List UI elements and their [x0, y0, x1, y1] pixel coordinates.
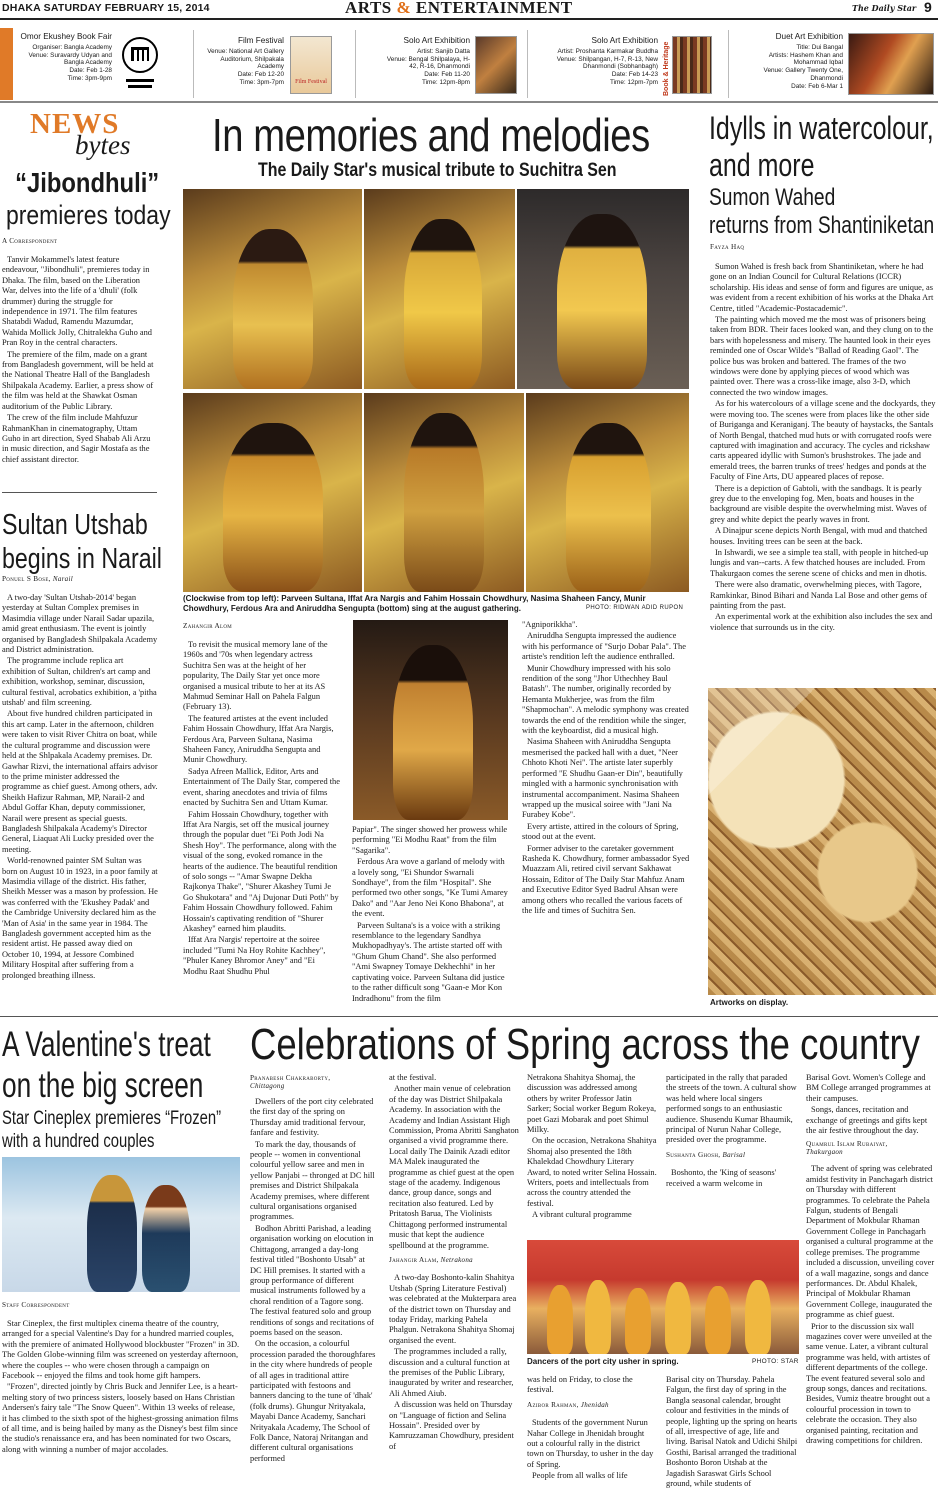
section-title-arts: ARTS [345, 0, 392, 17]
whats-on-line: Date: Feb 12-20 [237, 71, 284, 79]
film-festival-poster-text: Film Festival [295, 79, 327, 85]
sultan-title-line: Sultan Utshab [2, 509, 148, 541]
paragraph: Aniruddha Sengupta impressed the audience with his performance of "Surjo Dobar Pala". The artiste's rendition left the audience enthralled. [522, 631, 686, 662]
sultan-title [2, 508, 162, 576]
whats-on-line: Venue: Shilpangan, H-7, R-13, New [556, 55, 658, 63]
paragraph: In Ishwardi, we see a simple tea stall, with people in hitched-up lungis and van--carts. A few thatched houses are included. From Thakurgaon comes the serene scene of chicks and men in dhotis. [710, 547, 929, 578]
whats-on-line: Time: 12pm-8pm [421, 78, 470, 86]
whats-on-divider [193, 30, 194, 98]
paragraph: was held on Friday, to close the festival. [527, 1375, 633, 1395]
spring-col-2 [389, 1073, 519, 1453]
idylls-subtitle [709, 184, 934, 240]
whats-on-line: Venue: Gallery Twenty One, [763, 67, 843, 75]
valentine-body [2, 1319, 240, 1456]
photo-ferdous-ara [526, 393, 689, 592]
whats-on-label-text: WHAT'S ON [11, 47, 21, 100]
spring-photo-caption: Dancers of the port city usher in spring. [527, 1357, 679, 1366]
whats-on-line: Academy [257, 63, 284, 71]
paragraph: The programmes included a rally, discussion and a cultural function at the premises of the Public Library, inaugurated by writer and researcher, Ali Ahmed Aiub. [389, 1347, 514, 1398]
paragraph: A two-day Boshonto-kalin Shahitya Utshab (Spring Literature Festival) was celebrated at the Mukterpara area of the district town on Thursday and today Friday, marking Pahela Phalgun. Netrakona Shahitya Shomaj organised the event. [389, 1273, 517, 1345]
paragraph: A Dinajpur scene depicts North Bengal, with mud and thatched houses. Inviting trees can be seen at the back. [710, 526, 928, 546]
byline-name: Quamrul Islam Rubaiyat, [806, 1140, 888, 1149]
spring-col-3b [527, 1375, 657, 1483]
page-number: 9 [924, 0, 932, 15]
whats-on-line: Mohammad Iqbal [793, 59, 843, 67]
whats-on-line: Time: 12pm-7pm [609, 78, 658, 86]
paragraph: There were also dramatic, overwhelming pieces, with Tagore, Ramkinkar, Binod Bihari and Nanda Lal Bose and other gems of painting from the past. [710, 580, 928, 610]
paragraph: The premiere of the film, made on a grant from Bangladesh government, will be held at the National Theatre Hall of the Bangladesh Shilpakala Academy. Earlier, a press show of the film was held at the Shawkat Osman auditorium of the Public Library. [2, 349, 154, 411]
photo-artworks [708, 688, 936, 995]
idylls-subtitle-line: Sumon Wahed [709, 184, 836, 211]
memories-col-3 [522, 620, 690, 917]
paragraph: participated in the rally that paraded the streets of the town. A cultural show was held where local singers performed songs to an enthusiastic audience. Shusendu Kumar Bhaumik, principal of Nurun Nahar College, presided over the programme. [666, 1073, 797, 1145]
whats-on-line: Time: 3pm-9pm [67, 74, 112, 82]
whats-on-line: Date: Feb 14-23 [611, 71, 658, 79]
section-title [345, 0, 573, 18]
whats-on-item [196, 37, 284, 87]
jibondhuli-body [2, 255, 156, 466]
spring-col-1 [250, 1097, 378, 1465]
paragraph: Fahim Hossain Chowdhury, together with Iffat Ara Nargis, set off the musical journey through the popular duet "Ei Poth Jodi Na Shesh Hoy". The performance, along with the visual of the song, evoked romance in the hearts of the audience. The beautiful rendition of solo songs -- "Amar Swapne Dekha Rajkonya Thake", "Shurer Akashey Tumi Je Go Shukotara" and "Aj Dujonar Duti Poth" by Fahim Hossain Chowdhury followed. Fahim Hossain's captivating rendition of "Shurer Akashey" earned him plaudits. [183, 809, 339, 933]
paragraph: On the occasion, a colourful procession paraded the thoroughfares in the city where hundreds of people of all ages in traditional attire participated with festoons and banners dancing to the tune of 'dhak' (folk drums). Ghungur Nrityakala, Mayabi Dance Academy, Sanchari Nrityakala Academy, The School of Folk Dance, Natoraj Nritangan and different cultural organisations performed [250, 1339, 376, 1463]
photo-frozen [2, 1157, 240, 1292]
whats-on-item-title: Solo Art Exhibition [591, 36, 658, 45]
book-heritage-label: Book & Heritage [663, 41, 670, 96]
artworks-caption: Artworks on display. [710, 998, 789, 1007]
byline-name: Jahangir Alam, [389, 1255, 439, 1264]
column-rule [2, 492, 157, 493]
memories-byline: Zahangir Alom [183, 622, 233, 630]
paragraph: The programme include replica art exhibition of Sultan, children's art camp and exhibition, workshop, seminar, discussion, cultural festival, acrobatics exhibition, a 'pitha utshab' and film screening. [2, 656, 157, 708]
paragraph: The featured artistes at the event included Fahim Hossain Chowdhury, Iffat Ara Nargis, Ferdous Ara, Parveen Sultana, Nasima Shaheen Fancy, Aniruddha Sengupta and Munir Chowdhury. [183, 713, 334, 765]
whats-on-line: Time: 3pm-7pm [239, 78, 284, 86]
paragraph: People from all walks of life [532, 1471, 628, 1481]
photo-nasima-shaheen-fancy [183, 393, 362, 592]
whats-on-line: Artist: Proshanta Karmakar Buddha [557, 47, 658, 55]
paragraph: Students of the government Nurun Nahar College in Jhenidah brought out a colourful rally in the district town on Thursday, to usher in the day of Spring. [527, 1418, 654, 1469]
valentine-subtitle-line: with a hundred couples [2, 1131, 155, 1152]
spring-title: Celebrations of Spring across the country [250, 1020, 920, 1069]
paragraph: As for his watercolours of a village scene and the dockyards, they were moving too. The scenes were from places like the other side of Buriganga and Keraniganj. The beauty of haystacks, the Santals of North Bengal, thatched mud huts or with corrugated roofs were captured with imagination and accuracy. The cycles and rickshaw carts appeared idyllic with Sumon's brushstrokes. The jade and emerald trees, the barren trunks of trees' hedges and ponds at the Faculty of Fine Arts, DU appeared places of repose. [710, 399, 936, 482]
newsbytes-news: NEWS [30, 108, 120, 140]
idylls-title [709, 110, 934, 184]
byline-place: Barisal [722, 1150, 746, 1159]
paragraph: Parveen Sultana's is a voice with a striking resemblance to the legendary Sandhya Mukhopadhyay's. The artiste started off with "Ghum Ghum Chand". She also performed "Ami Swapney Tomaye Dekhechhi" in her captivating voice. Parveen Sultana did justice to the rather difficult song "Gaan-e Mor Kon Indradhonu" from the film [352, 920, 505, 1003]
whats-on-item-title: Omor Ekushey Book Fair [20, 32, 112, 41]
art-thumbnail [475, 36, 517, 94]
paragraph: Boshonto, the 'King of seasons' received a warm welcome in [666, 1168, 777, 1188]
jibondhuli-title-2: premieres today [6, 200, 171, 230]
byline-place: Chittagong [250, 1082, 285, 1090]
valentine-title-line: on the big screen [2, 1066, 204, 1105]
valentine-subtitle [2, 1107, 221, 1153]
dateline: DHAKA SATURDAY FEBRUARY 15, 2014 [2, 2, 210, 14]
paragraph: at the festival. [389, 1073, 437, 1082]
sultan-byline [2, 575, 73, 583]
photo-parveen-sultana [183, 189, 362, 389]
idylls-byline: Fayza Haq [710, 243, 745, 251]
spring-col-3 [527, 1073, 657, 1222]
byline-name: Azibor Rahman, [527, 1400, 579, 1409]
photo-spring-dancers [527, 1240, 799, 1354]
jibondhuli-title [10, 167, 159, 198]
paragraph: Nasima Shaheen with Aniruddha Sengupta mesmerised the packed hall with a duet, "Neer Chhoto Khoti Nei". The artiste later superbly performed "E Shudhu Gaan-er Din", beautifully mingled with a harmonic synchronisation with instrumental accompaniment. Nasima Shaheen wrapped up the musical soiree with "Jani Na Furabey Kobe". [522, 737, 683, 820]
paragraph: A vibrant cultural programme [532, 1210, 632, 1220]
spring-byline [666, 1150, 798, 1160]
whats-on-line: Venue: National Art Gallery [207, 47, 284, 55]
whats-on-line: Venue: Suravardy Udyan and [28, 51, 112, 59]
paragraph: Barisal city on Thursday. Pahela Falgun, the first day of spring in the Bangla seasonal calendar, brought colour and festivities in the minds of people, lighting up the spring on hearts of all, irrespective of age, life and living. Barisal Natok and Udichi Shilpi Gosthi, Barisal arranged the traditional Boshonto Boron Utshab at the Jagadish Saraswat Girls School ground, while students of [666, 1375, 798, 1489]
byline-place: Netrakona [440, 1255, 473, 1264]
sultan-title-line: begins in Narail [2, 543, 162, 575]
paragraph: Sadya Afreen Mallick, Editor, Arts and Entertainment of The Daily Star, compered the event, sharing anecdotes and trivia of films enacted by Suchitra Sen and Uttam Kumar. [183, 766, 340, 808]
whats-on-item [731, 33, 843, 91]
whats-on-line: 42, R-16, Dhanmondi [409, 63, 470, 71]
paragraph: Former adviser to the caretaker government Rasheda K. Chowdhury, former ambassador Syed Muazzam Ali, retired civil servant Sakhawat Hossain, Editor of The Daily Star Mahfuz Anam and Executive Editor Syed Badrul Ahsan were among others who recalled the various facets of the life and times of Suchitra Sen. [522, 843, 690, 915]
whats-on-item-title: Film Festival [238, 36, 284, 45]
paragraph: Dwellers of the port city celebrated the first day of the spring on Thursday amid traditional fervour, fanfare and festivity. [250, 1097, 374, 1138]
whats-on-line: Dhanmondi (Sobhanbagh) [583, 63, 658, 71]
photo-fahim-hossain-chowdhury [517, 189, 689, 389]
memories-col-2 [352, 825, 510, 1005]
spring-photo-credit: PHOTO: STAR [752, 1358, 799, 1365]
bangla-academy-logo [118, 35, 162, 95]
whats-on-line: Artist: Sanjib Datta [417, 47, 470, 55]
paragraph: Ferdous Ara wove a garland of melody with a lovely song, "Ei Shundor Swarnali Sondhaye", from the film "Hospital". She performed two other songs, "Ke Tumi Amarey Dako" and "Aar Jeno Nei Kono Bhabona", at the event. [352, 857, 508, 919]
valentine-byline: Staff Correspondent [2, 1301, 70, 1309]
sultan-body [2, 593, 159, 982]
whats-on-item [530, 37, 658, 87]
spring-byline [527, 1400, 657, 1410]
whats-on-line: Bangla Academy [64, 59, 112, 67]
masthead-logo: The Daily Star [852, 3, 917, 13]
spring-byline [250, 1074, 330, 1090]
whats-on-line: Date: Feb 6-Mar 1 [791, 82, 843, 90]
whats-on-line: Title: Dui Bangal [796, 43, 843, 51]
paragraph: A two-day 'Sultan Utshab-2014' began yesterday at Sultan Complex premises in Masimdia village under Narail Sadar upazila, amid great enthusiasm. The event is jointly organised by Bangladesh Shilpakala Academy and District administration. [2, 593, 158, 655]
paragraph: Star Cineplex, the first multiplex cinema theatre of the country, arranged for a special Valentine's Day for a hundred married couples, with the premiere of animated Hollywood blockbuster "Frozen" in 3D. The Golden Globe-winning film was screened on yesterday afternoon, where the couples -- who were chosen through a campaign on Facebook -- enjoyed the films and took home gift hampers. [2, 1319, 240, 1381]
section-title-ent: ENTERTAINMENT [415, 0, 573, 17]
spring-byline [389, 1255, 519, 1265]
jibondhuli-title-line: “Jibondhuli” [15, 167, 160, 198]
newsbytes-bytes: bytes [75, 130, 131, 160]
whats-on-divider [355, 30, 356, 98]
whats-on-divider [728, 30, 729, 98]
memories-subtitle: The Daily Star's musical tribute to Suchitra Sen [258, 160, 617, 181]
spring-col-4b [666, 1375, 798, 1490]
whats-on-line: Venue: Bengal Shilpalaya, H- [386, 55, 470, 63]
byline-name: Ponuel S Bose, [2, 575, 51, 583]
paragraph: Netrakona Shahitya Shomaj, the discussion was addressed among others by writer Professor Jatin Sarker; Social worker Begum Rokeya, poet Gazi Mobarak and poet Shimul Milky. [527, 1073, 657, 1135]
spring-col-4 [666, 1073, 798, 1190]
paragraph: To mark the day, thousands of people -- women in conventional colourful yellow saree and men in yellow Panjabi -- thronged at DC hill premises and District Shilpakala Academy premises, where different cultural organisations organised programmes. [250, 1139, 375, 1222]
book-heritage-thumbnail [672, 36, 712, 94]
whats-on-line: Date: Feb 11-20 [424, 71, 470, 79]
spring-byline [806, 1140, 936, 1156]
paragraph: On the occasion, Netrakona Shahitya Shomaj also presented the 18th Khalekdad Chowdhury Literary Award, to noted writer Selina Hossain. Writers, poets and intellectuals from across the country attended the festival. [527, 1136, 657, 1208]
byline-place: Jhenidah [580, 1400, 609, 1409]
whats-on-divider [527, 30, 528, 98]
whats-on-line: Dhanmondi [810, 74, 843, 82]
idylls-subtitle-line: returns from Shantiniketan [709, 212, 935, 239]
paragraph: An experimental work at the exhibition also includes the sex and violence that surrounds us in the city. [710, 612, 933, 632]
jibondhuli-byline: A Correspondent [2, 237, 58, 245]
idylls-title-line: Idylls in watercolour, [709, 110, 934, 146]
whats-on-item-title: Solo Art Exhibition [403, 36, 470, 45]
paragraph: Bodhon Abritti Parishad, a leading organisation working on elocution in Chittagong, arranged a day-long festival titled "Boshonto Utsab" at DC Hill premises. It started with a group performance of different musical instruments followed by a choral rendition of a Tagore song. The festival featured solo and group renditions of songs and recitations of poems based on the season. [250, 1223, 374, 1337]
paragraph: World-renowned painter SM Sultan was born on August 10 in 1923, in a poor family at Masimdia village of the district. His father, Sheikh Messer was a mason by profession. He was conferred with the 'Ekushey Padak' and the Cambridge University declared him as the 'Man of Asia' in the same year in 1984. The Bangladesh government accepted him as the resident artist. He passed away died on October 10, 1994, at Jessore Combined Military Hospital after suffering from a prolonged breathing illness. [2, 856, 158, 980]
paragraph: Munir Chowdhury impressed with his solo rendition of the song "Jhor Uthechhey Baul Batash". The number, originally recorded by Hemanta Mukherjee, was from the film "Shapmochan". A melodic symphony was created towards the end of the rendition while the singer, with the keyboardist, did a musical high. [522, 663, 689, 736]
memories-caption: (Clockwise from top left): Parveen Sultana, Iffat Ara Nargis and Fahim Hossain Chowdhury, Nasima Shaheen Fancy, Munir Chowdhury, Ferdous Ara and Aniruddha Sengupta (bottom) sing at the august gathering. [183, 594, 646, 613]
paragraph: Iffat Ara Nargis' repertoire at the soiree included "Tumi Na Hoy Rohite Kachhey", "Phuler Kaney Bhromor Aney" and "Ei Modhu Raat Shudhu Phul [183, 935, 326, 976]
section-rule [0, 1016, 938, 1017]
idylls-title-line: and more [709, 147, 815, 183]
memories-photo-credit: PHOTO: RIDWAN ADID RUPON [586, 605, 684, 611]
idylls-body [710, 262, 936, 634]
photo-aniruddha-sengupta [353, 620, 508, 820]
byline-place: Thakurgaon [806, 1148, 843, 1157]
paragraph: Barisal Govt. Women's College and BM College arranged programmes at their campuses. [806, 1073, 931, 1103]
paragraph: The painting which moved me the most was of prisoners being taken from BDR. Their faces looked wan, and they clung on to the bars with hopelessness and misery. The haunted look in their eyes reminded one of Oscar Wilde's "Ballad of Reading Gaol". The police bus was broken and battered. The frames of the two windows were done by applying pieces of wood which was painted over. There was a cross-like image, also 3-D, which connected the two window images. [710, 315, 934, 397]
paragraph: Papiar". The singer showed her prowess while performing "Ei Modhu Raat" from the film "Sagarika". [352, 825, 508, 855]
valentine-title [2, 1024, 211, 1106]
paragraph: A discussion was held on Thursday on "Language of fiction and Selina Hossain". Presided over by Kamruzzaman Chowdhury, president of [389, 1400, 514, 1451]
whats-on-line: Date: Feb 1-28 [69, 67, 112, 75]
section-title-amp: & [396, 0, 412, 17]
paragraph: The crew of the film include Mahfuzur RahmanKhan in cinematography, Uttam Guho in art direction, Syed Shabab Ali Arzu in music direction, and Sagir Mostafa as the chief assistant director. [2, 413, 151, 464]
paragraph: About five hundred children participated in this art camp. Later in the afternoon, children were taken to visit River Chitra on boat, while the cultural programme and discussion were held at the Shlpakala Academy premises. Dr. Gawhar Rizvi, the international affairs advisor to the prime minister addressed the programme as chief guest. Among others, adv. Sheikh Hafizur Rahman, MP, Narail-2 and Abdul Goffar Khan, deputy commissioner, Narail were present as special guests. Bangladesh Shilpakala Academy's Director General, Liaquat Ali Lucky presided over the meeting. [2, 709, 158, 854]
film-festival-poster [290, 36, 332, 94]
byline-place: Narail [52, 575, 73, 583]
byline-name: Sushanta Ghosh, [666, 1150, 721, 1159]
duet-art-thumbnail [848, 33, 934, 95]
memories-title: In memories and melodies [212, 109, 650, 161]
valentine-title-line: A Valentine's treat [2, 1025, 211, 1064]
paragraph: Songs, dances, recitation and exchange of greetings and gifts kept the air festive throughout the day. [806, 1105, 928, 1136]
paragraph: Prior to the discussion six wall magazines cover were unveiled at the same venue. Later, a vibrant cultural programme was held, with artistes of different departments of the college. The event featured several solo and group songs, dances and recitations. Besides, Vumiz theatre brought out a colourful procession in town to celebrate the occasion. They also organised painting, recitation and drawing competitions for children. [806, 1321, 932, 1445]
paragraph: To revisit the musical memory lane of the 1960s and '70s when legendary actress Suchitra Sen was at the height of her popularity, The Daily Star yet once more organised a musical tribute to her at its AS Mahmud Seminar Hall on Pahela Falgun (February 13). [183, 640, 328, 712]
whats-on-item [20, 33, 112, 83]
paragraph: Tanvir Mokammel's latest feature endeavour, "Jibondhuli", premieres today in Dhaka. The film, based on the Liberation War, delves into the life of a 'dhuli' (folk drummer) during the struggle for independence in 1971. The film features Shatabdi Wadud, Ramendu Mazumdar, Wahida Mollick Jolly, Chitralekha Guho and Pran Roy in the central characters. [2, 255, 152, 348]
memories-col-1 [183, 640, 341, 978]
photo-munir-chowdhury [364, 393, 524, 592]
whats-on-line: Organiser: Bangla Academy [32, 43, 112, 51]
paragraph: "Frozen", directed jointly by Chris Buck and Jennifer Lee, is a heart-melting story of two princess sisters, loosely based on Hans Christian Andersen's fairy tale "The Snow Queen". Within 13 weeks of release, it has climbed to the sixth spot of the highest-grossing animation films of all time, and is being hailed by many as the Disney's best film since the studio's renaissance era, and has been nominated for two Oscars, along with winning a number of major accolades. [2, 1382, 239, 1454]
paragraph: Sumon Wahed is fresh back from Shantiniketan, where he had gone on an Indian Council for Cultural Relations (ICCR) scholarship. His ideas and sense of form and figures are unique, as was evident from a recent exhibition of his works at the Dhaka Art Centre, titled "Academic-Postacademic". [710, 262, 934, 313]
whats-on-item [358, 37, 470, 87]
paragraph: The advent of spring was celebrated amidst festivity in Panchagarh district on Thursday with different programmes. To celebrate the Pahela Falgun, students of Bengali Department of Mokbular Rhaman Government College in Panchagarh organised a cultural programme at the college premises. The programme included a discussion, unveiling cover of a wall magazine, songs and dance performances. Dr. Abdul Khalek, Principal of Mokbular Rhaman Government College, inaugurated the programme as chief guest. [806, 1164, 935, 1320]
paragraph: Every artiste, attired in the colours of Spring, stood out at the event. [522, 821, 679, 842]
valentine-subtitle-line: Star Cineplex premieres “Frozen” [2, 1108, 222, 1129]
whats-on-line: Auditorium, Shilpakala [220, 55, 284, 63]
byline-name: Pranabesh Chakraborty, [250, 1074, 331, 1082]
photo-iffat-ara-nargis [364, 189, 515, 389]
whats-on-item-title: Duet Art Exhibition [775, 32, 843, 41]
paragraph: "Agniporikkha". [522, 620, 578, 629]
paragraph: There is a depiction of Gabtoli, with the sandbags. It is pearly grey due to the enveloping fog. Men, boats and houses in the background are visible despite the overwhelming mist. Waves of grey and white depict the pearly waves in front. [710, 483, 927, 524]
whats-on-line: Artists: Hashem Khan and [768, 51, 843, 59]
spring-col-5 [806, 1073, 936, 1447]
paragraph: Another main venue of celebration of the day was District Shilpakala Academy. In association with the Academy and Indian Assistant High Commission, Proma Abritti Sanghaton organised a vivid programme there. Local daily The Dainik Azadi editor MA Malek inaugurated the programme as chief guest at the open stage of the academy. Indigenous dance, group dance, songs and recitation also featured. Led by Pritatosh Barua, The Violinists Chittagong performed instrumental music that kept the audience spellbound at the programme. [389, 1084, 519, 1250]
